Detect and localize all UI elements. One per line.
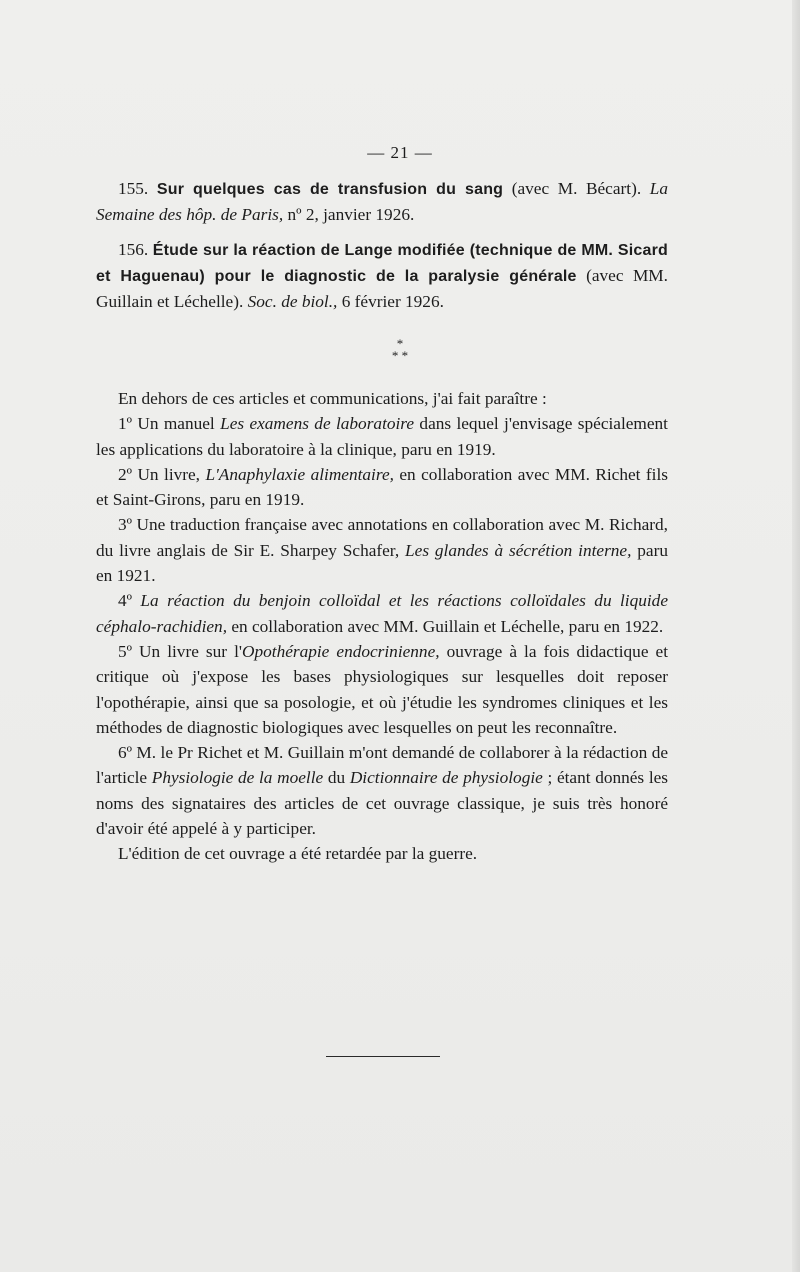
publications-list <box>96 386 668 867</box>
item-text: en collaboration avec MM. Guillain et Léchelle, paru en 1922. <box>227 616 664 636</box>
publication-item-5 <box>96 639 668 740</box>
item-text: en collaboration avec MM. Richet fils et Saint-Girons, paru en 1919. <box>96 464 668 510</box>
entry-number: 156. <box>118 239 149 259</box>
entry-number: 155. <box>118 179 149 198</box>
item-title: Physiologie de la moelle <box>151 768 324 788</box>
item-number: 6º <box>118 743 132 763</box>
item-title: Les glandes à sécrétion interne, <box>405 540 632 560</box>
item-number: 2º <box>118 464 132 484</box>
item-text: ouvrage à la fois didactique et critique où j'expose les bases physiologiques sur lesquelles doit reposer l'opothérapie, ainsi que sa posologie, et où j'étudie les syndromes cliniques et les méthodes de diagnostic biologiques avec lesquelles on peut les reconnaître. <box>96 641 668 737</box>
asterism-top: * <box>396 336 404 351</box>
entry-authors: (avec MM. Guillain et Léchelle). <box>96 265 668 312</box>
bibliography-entries <box>96 176 668 314</box>
page-edge-shadow <box>792 0 800 1272</box>
publication-item-2 <box>96 462 668 513</box>
item-title: Dictionnaire de physiologie <box>349 768 543 788</box>
item-text: ; étant donnés les noms des signataires des articles de cet ouvrage classique, je suis très honoré d'avoir été appelé à y participer. <box>96 768 669 839</box>
publication-item-6 <box>96 740 668 841</box>
entry-journal: La Semaine des hôp. de Paris, <box>96 179 668 225</box>
item-title: Les examens de laboratoire <box>220 414 415 434</box>
end-rule <box>326 1056 440 1057</box>
publication-item-3 <box>96 512 668 588</box>
item-title: L'Anaphylaxie alimentaire, <box>205 464 394 484</box>
entry-authors: (avec M. Bécart). <box>503 179 650 198</box>
item-text: paru en 1921. <box>96 540 668 586</box>
publication-item-1 <box>96 411 668 462</box>
entry-156 <box>96 237 668 315</box>
entry-title: Sur quelques cas de transfusion du sang <box>156 181 504 198</box>
item-number: 1º <box>118 414 132 434</box>
item-text: M. le Pr Richet et M. Guillain m'ont demandé de collaborer à la rédaction de l'article <box>96 743 668 788</box>
page-number: — 21 — <box>367 143 433 162</box>
item-title: La réaction du benjoin colloïdal et les réactions colloïdales du liquide céphalo-rachidien, <box>96 591 668 636</box>
item-title: Opothérapie endocrinienne, <box>242 641 440 661</box>
publication-item-4 <box>96 588 668 639</box>
asterism-separator <box>0 338 800 362</box>
intro-paragraph: En dehors de ces articles et communications, j'ai fait paraître : <box>118 389 547 408</box>
item-number: 4º <box>118 591 132 611</box>
closing-paragraph: L'édition de cet ouvrage a été retardée par la guerre. <box>118 844 478 864</box>
item-number: 3º <box>118 515 132 535</box>
entry-details: 6 février 1926. <box>337 292 444 312</box>
item-text: dans lequel j'envisage spécialement les applications du laboratoire à la clinique, paru en 1919. <box>96 414 668 459</box>
entry-details: nº 2, janvier 1926. <box>283 205 415 225</box>
entry-155 <box>96 176 668 228</box>
item-text: Une traduction française avec annotations en collaboration avec M. Richard, du livre anglais de Sir E. Sharpey Schafer, <box>96 515 668 560</box>
asterism-bottom: * * <box>391 348 409 363</box>
entry-journal: Soc. de biol., <box>247 292 338 312</box>
item-text: Un livre, <box>132 464 206 484</box>
item-text: du <box>323 768 350 788</box>
entry-title: Étude sur la réaction de Lange modifiée (technique de MM. Sicard et Haguenau) pour le diagnostic de la paralysie générale <box>96 241 668 285</box>
item-text: Un livre sur l' <box>132 641 242 661</box>
item-number: 5º <box>118 641 132 661</box>
item-text: Un manuel <box>132 414 221 434</box>
